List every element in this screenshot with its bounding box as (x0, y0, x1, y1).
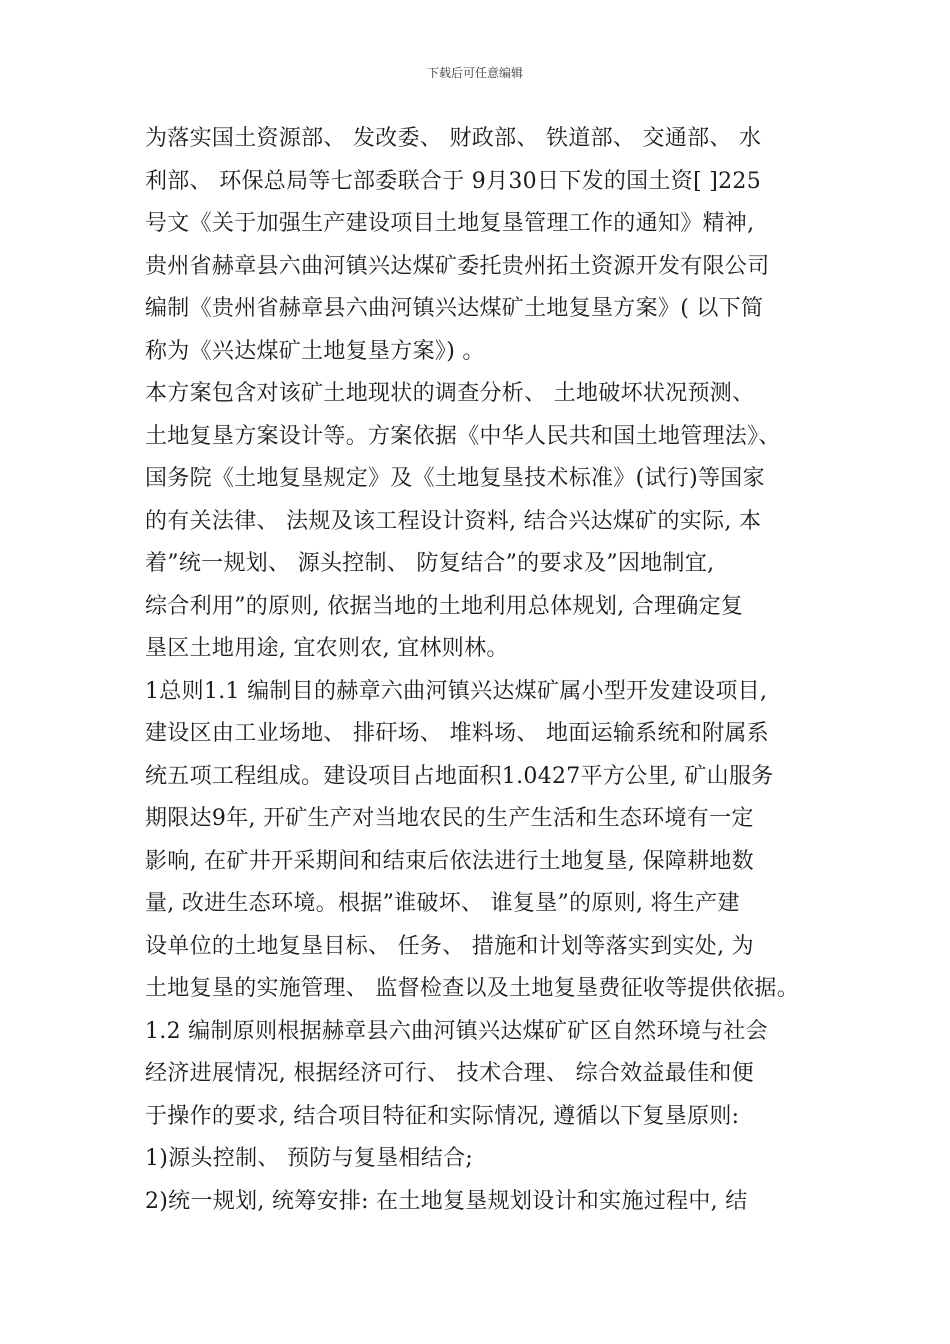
text-line: 的有关法律、 法规及该工程设计资料, 结合兴达煤矿的实际, 本 (145, 508, 762, 534)
text-line: 垦区土地用途, 宜农则农, 宜林则林。 (145, 636, 509, 661)
text-line: 2)统一规划, 统筹安排: 在土地复垦规划设计和实施过程中, 结 (145, 1188, 748, 1214)
text-line: 统五项工程组成。建设项目占地面积1.0427平方公里, 矿山服务 (145, 763, 774, 789)
text-line: 影响, 在矿井开采期间和结束后依法进行土地复垦, 保障耕地数 (145, 848, 754, 874)
text-line: 经济进展情况, 根据经济可行、 技术合理、 综合效益最佳和便 (145, 1061, 754, 1086)
text-line: 设单位的土地复垦目标、 任务、 措施和计划等落实到实处, 为 (145, 933, 754, 959)
text-line: 利部、 环保总局等七部委联合于 9月30日下发的国土资[ ]225 (145, 168, 762, 194)
text-line: 1)源头控制、 预防与复垦相结合; (145, 1146, 474, 1171)
text-line: 国务院《土地复垦规定》及《土地复垦技术标准》(试行)等国家 (145, 466, 765, 491)
text-line: 于操作的要求, 结合项目特征和实际情况, 遵循以下复垦原则: (145, 1103, 740, 1129)
text-line: 号文《关于加强生产建设项目土地复垦管理工作的通知》精神, (145, 211, 755, 236)
text-line: 本方案包含对该矿土地现状的调查分析、 土地破坏状况预测、 (145, 381, 755, 406)
text-line: 1总则1.1 编制目的赫章六曲河镇兴达煤矿属小型开发建设项目, (145, 678, 768, 704)
text-line: 1.2 编制原则根据赫章县六曲河镇兴达煤矿矿区自然环境与社会 (145, 1018, 768, 1044)
text-line: 称为《兴达煤矿土地复垦方案》) 。 (145, 338, 485, 364)
text-line: 编制《贵州省赫章县六曲河镇兴达煤矿土地复垦方案》( 以下简 (145, 296, 764, 321)
page-header: 下载后可任意编辑 (426, 66, 523, 80)
document-body (145, 118, 825, 1223)
text-line: 量, 改进生态环境。根据”谁破坏、 谁复垦”的原则, 将生产建 (145, 891, 740, 916)
text-line: 建设区由工业场地、 排矸场、 堆料场、 地面运输系统和附属系 (145, 721, 769, 746)
text-line: 综合利用”的原则, 依据当地的土地利用总体规划, 合理确定复 (145, 593, 744, 619)
text-line: 着”统一规划、 源头控制、 防复结合”的要求及”因地制宜, (145, 551, 715, 576)
text-line: 为落实国土资源部、 发改委、 财政部、 铁道部、 交通部、 水 (145, 126, 762, 151)
text-line: 土地复垦方案设计等。方案依据《中华人民共和国土地管理法》、 (145, 423, 781, 449)
text-line: 期限达9年, 开矿生产对当地农民的生产生活和生态环境有一定 (145, 806, 754, 831)
text-line: 土地复垦的实施管理、 监督检查以及土地复垦费征收等提供依据。 (145, 976, 799, 1001)
text-line: 贵州省赫章县六曲河镇兴达煤矿委托贵州拓土资源开发有限公司 (145, 253, 770, 279)
